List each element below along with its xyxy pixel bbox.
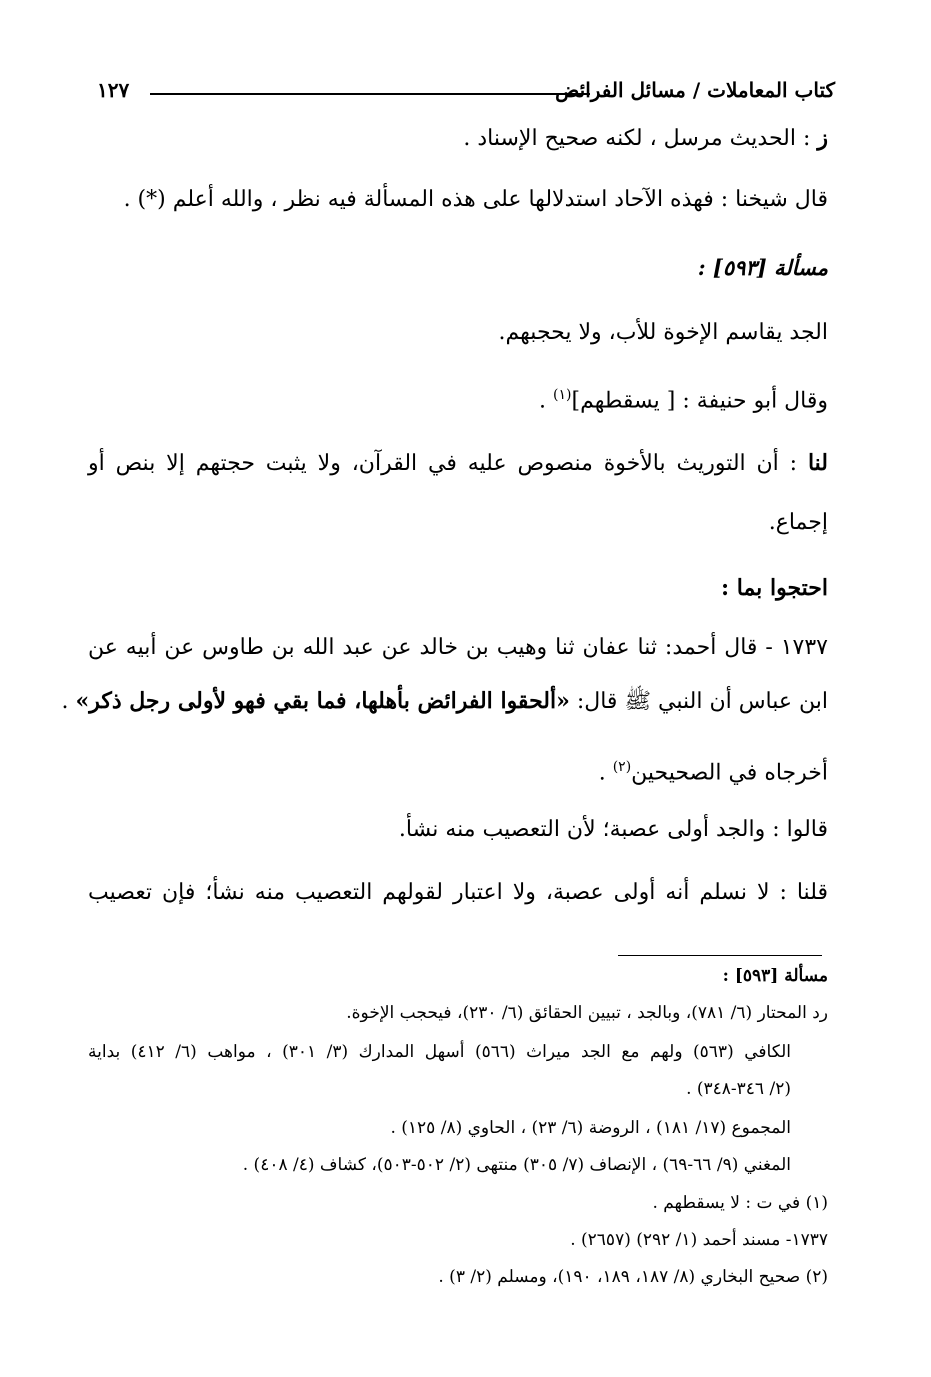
footnote-line-1: رد المحتار (٦/ ٧٨١)، وبالجد ، تبيين الحقائق (٦/ ٢٣٠)، فيحجب الإخوة. xyxy=(346,1003,828,1023)
footnote-rule xyxy=(618,955,822,956)
body-line-5 xyxy=(88,448,828,479)
footnote-line-2b: (٢/ ٣٤٦-٣٤٨) . xyxy=(686,1079,791,1099)
footnote-line-2: الكافي (٥٦٣) ولهم مع الجد ميراث (٥٦٦) أسهل المدارك (٣/ ٣٠١) ، مواهب (٦/ ٤١٢) بداية xyxy=(88,1042,791,1062)
line10-end: . xyxy=(598,760,613,786)
body-line-7: احتجوا بما : xyxy=(720,575,828,601)
line1-label: ز xyxy=(817,125,828,151)
body-line-10 xyxy=(599,752,828,788)
page-number: ١٢٧ xyxy=(97,78,130,102)
body-line-3: الجد يقاسم الإخوة للأب، ولا يحجبهم. xyxy=(498,320,828,345)
line10-text: أخرجاه في الصحيحين xyxy=(631,760,828,786)
footnote-line-5: (١) في ت : لا يسقطهم . xyxy=(652,1193,828,1213)
hadith-line-1: ١٧٣٧ - قال أحمد: ثنا عفان ثنا وهيب بن خالد عن عبد الله بن طاوس عن أبيه عن xyxy=(88,635,828,660)
header-rule xyxy=(150,93,590,95)
running-header-title: كتاب المعاملات / مسائل الفرائض xyxy=(555,78,835,102)
footnote-line-3: المجموع (١٧/ ١٨١) ، الروضة (٦/ ٢٣) ، الحاوي (٨/ ١٢٥) . xyxy=(390,1118,791,1138)
body-line-2: قال شيخنا : فهذه الآحاد استدلالها على هذه المسألة فيه نظر ، والله أعلم (*) . xyxy=(123,187,828,212)
hadith-line-2 xyxy=(61,686,828,717)
body-line-6: إجماع. xyxy=(768,510,828,535)
line9-text: ابن عباس أن النبي ﷺ قال: xyxy=(569,689,828,714)
footnote-ref-2: (٢) xyxy=(612,759,632,775)
footnote-ref-1: (١) xyxy=(553,387,572,403)
line4-end: . xyxy=(539,388,554,414)
body-line-11: قالوا : والجد أولى عصبة؛ لأن التعصيب منه نشأ. xyxy=(398,817,828,842)
footnote-line-6: ١٧٣٧- مسند أحمد (١/ ٢٩٢) (٢٦٥٧) . xyxy=(570,1230,828,1250)
line5-text: : أن التوريث بالأخوة منصوص عليه في القرآن، ولا يثبت حجتهم إلا بنص أو xyxy=(88,451,808,476)
line4-text: وقال أبو حنيفة : [ يسقطهم] xyxy=(571,388,828,414)
line9-end: . xyxy=(61,689,76,714)
body-line-12: قلنا : لا نسلم أنه أولى عصبة، ولا اعتبار لقولهم التعصيب منه نشأ؛ فإن تعصيب xyxy=(88,880,828,905)
hadith-quote: «ألحقوا الفرائض بأهلها، فما بقي فهو لأولى رجل ذكر» xyxy=(75,688,570,714)
masala-heading: مسألة [٥٩٣] : xyxy=(697,255,828,280)
line5-label: لنا xyxy=(807,450,828,476)
line1-text: : الحديث مرسل ، لكنه صحيح الإسناد . xyxy=(463,126,818,151)
footnote-line-4: المغني (٩/ ٦٦-٦٩) ، الإنصاف (٧/ ٣٠٥) منتهى (٢/ ٥٠٢-٥٠٣)، كشاف (٤/ ٤٠٨) . xyxy=(242,1155,791,1175)
body-line-1 xyxy=(463,123,828,154)
footnote-line-7: (٢) صحيح البخاري (٨/ ١٨٧، ١٨٩، ١٩٠)، ومسلم (٢/ ٣) . xyxy=(438,1267,828,1287)
body-line-4 xyxy=(539,380,828,416)
footnote-heading: مسألة [٥٩٣] : xyxy=(722,966,828,986)
